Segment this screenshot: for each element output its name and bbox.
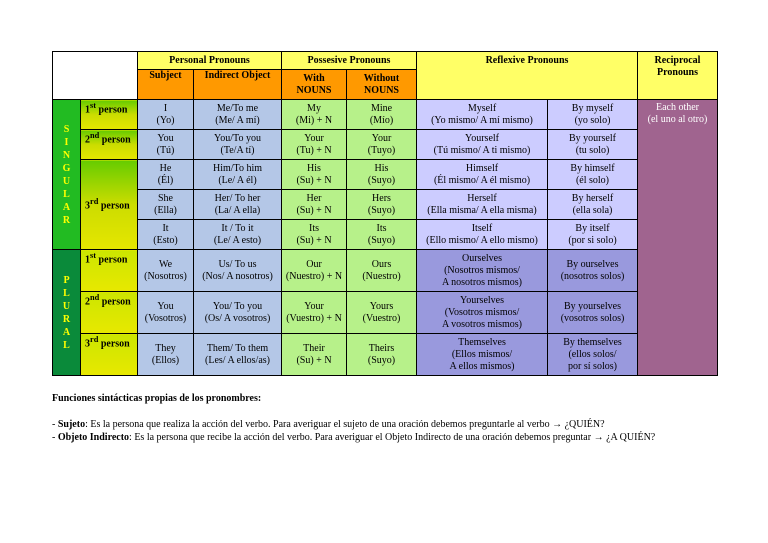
reciprocal-cell: Each other (el uno al otro) (638, 100, 718, 376)
plural-label: P L U R A L (53, 250, 81, 376)
indirect-object-cell: Him/To him (Le/ A él) (194, 160, 282, 190)
subject-cell: She (Ella) (138, 190, 194, 220)
header-indirect-object: Indirect Object (194, 70, 282, 100)
indirect-object-cell: Me/To me (Me/ A mí) (194, 100, 282, 130)
reflexive-by-cell: By ourselves (nosotros solos) (548, 250, 638, 292)
header-personal-pronouns: Personal Pronouns (138, 52, 282, 70)
reflexive-by-cell: By yourself (tu solo) (548, 130, 638, 160)
indirect-object-cell: Them/ To them (Les/ A ellos/as) (194, 334, 282, 376)
person-label-first-plural: 1st person (81, 250, 138, 292)
person-label-first-singular: 1st person (81, 100, 138, 130)
possessive-without-nouns-cell: His (Suyo) (347, 160, 417, 190)
possessive-with-nouns-cell: Its (Su) + N (282, 220, 347, 250)
singular-label: S I N G U L A R (53, 100, 81, 250)
reflexive-cell: Ourselves (Nosotros mismos/ A nosotros mismos) (417, 250, 548, 292)
reflexive-cell: Yourself (Tú mismo/ A ti mismo) (417, 130, 548, 160)
note-subject-term: Sujeto (57, 419, 86, 430)
possessive-with-nouns-cell: His (Su) + N (282, 160, 347, 190)
subject-cell: I (Yo) (138, 100, 194, 130)
note-subject: - Sujeto: Es la persona que realiza la acción del verbo. Para averiguar el sujeto de una oración debemos preguntarle al verbo → ¿QUIÉN? (52, 419, 605, 430)
pronouns-table (52, 51, 718, 376)
indirect-object-cell: Us/ To us (Nos/ A nosotros) (194, 250, 282, 292)
header-with-nouns: With NOUNS (282, 70, 347, 100)
possessive-without-nouns-cell: Yours (Vuestro) (347, 292, 417, 334)
possessive-without-nouns-cell: Your (Tuyo) (347, 130, 417, 160)
possessive-without-nouns-cell: Theirs (Suyo) (347, 334, 417, 376)
header-reflexive-pronouns: Reflexive Pronouns (417, 52, 638, 100)
note-indirect-object: - Objeto Indirecto: Es la persona que recibe la acción del verbo. Para averiguar el Objeto Indirecto de una oración debemos preguntar → ¿A QUIÉN? (52, 432, 656, 443)
possessive-without-nouns-cell: Hers (Suyo) (347, 190, 417, 220)
possessive-without-nouns-cell: Its (Suyo) (347, 220, 417, 250)
indirect-object-cell: You/To you (Te/A tí) (194, 130, 282, 160)
indirect-object-cell: It / To it (Le/ A esto) (194, 220, 282, 250)
person-label-second-singular: 2nd person (81, 130, 138, 160)
reflexive-by-cell: By itself (por si solo) (548, 220, 638, 250)
possessive-with-nouns-cell: Our (Nuestro) + N (282, 250, 347, 292)
reflexive-cell: Itself (Ello mismo/ A ello mismo) (417, 220, 548, 250)
header-reciprocal-pronouns: Reciprocal Pronouns (638, 52, 718, 100)
notes-title: Funciones sintácticas propias de los pronombres: (52, 393, 262, 404)
reflexive-cell: Herself (Ella misma/ A ella misma) (417, 190, 548, 220)
subject-cell: He (Él) (138, 160, 194, 190)
note-subject-text: : Es la persona que realiza la acción del verbo. Para averiguar el sujeto de una oración debemos preguntarle al verbo → ¿QUIÉN? (85, 419, 605, 430)
person-label-second-plural: 2nd person (81, 292, 138, 334)
person-label-third-singular: 3rd person (81, 160, 138, 250)
possessive-with-nouns-cell: Your (Tu) + N (282, 130, 347, 160)
person-label-third-plural: 3rd person (81, 334, 138, 376)
reflexive-by-cell: By yourselves (vosotros solos) (548, 292, 638, 334)
header-possessive-pronouns: Possesive Pronouns (282, 52, 417, 70)
corner-cell (53, 52, 138, 100)
subject-cell: It (Esto) (138, 220, 194, 250)
header-subject: Subject (138, 70, 194, 100)
subject-cell: You (Vosotros) (138, 292, 194, 334)
reflexive-cell: Himself (Él mismo/ A él mismo) (417, 160, 548, 190)
possessive-without-nouns-cell: Ours (Nuestro) (347, 250, 417, 292)
reflexive-cell: Myself (Yo mismo/ A mí mismo) (417, 100, 548, 130)
reflexive-by-cell: By myself (yo solo) (548, 100, 638, 130)
possessive-with-nouns-cell: Their (Su) + N (282, 334, 347, 376)
reflexive-by-cell: By herself (ella sola) (548, 190, 638, 220)
indirect-object-cell: Her/ To her (La/ A ella) (194, 190, 282, 220)
reflexive-by-cell: By himself (él solo) (548, 160, 638, 190)
reflexive-by-cell: By themselves (ellos solos/ por sí solos) (548, 334, 638, 376)
subject-cell: They (Ellos) (138, 334, 194, 376)
note-object-text: : Es la persona que recibe la acción del verbo. Para averiguar el Objeto Indirecto de una oración debemos preguntar → ¿A QUIÉN? (129, 432, 656, 443)
possessive-without-nouns-cell: Mine (Mío) (347, 100, 417, 130)
subject-cell: You (Tú) (138, 130, 194, 160)
reflexive-cell: Yourselves (Vosotros mismos/ A vosotros mismos) (417, 292, 548, 334)
possessive-with-nouns-cell: Your (Vuestro) + N (282, 292, 347, 334)
possessive-with-nouns-cell: Her (Su) + N (282, 190, 347, 220)
syntactic-functions-notes (52, 392, 752, 444)
header-without-nouns: Without NOUNS (347, 70, 417, 100)
note-object-term: Objeto Indirecto (57, 432, 130, 443)
subject-cell: We (Nosotros) (138, 250, 194, 292)
indirect-object-cell: You/ To you (Os/ A vosotros) (194, 292, 282, 334)
possessive-with-nouns-cell: My (Mi) + N (282, 100, 347, 130)
reflexive-cell: Themselves (Ellos mismos/ A ellos mismos) (417, 334, 548, 376)
